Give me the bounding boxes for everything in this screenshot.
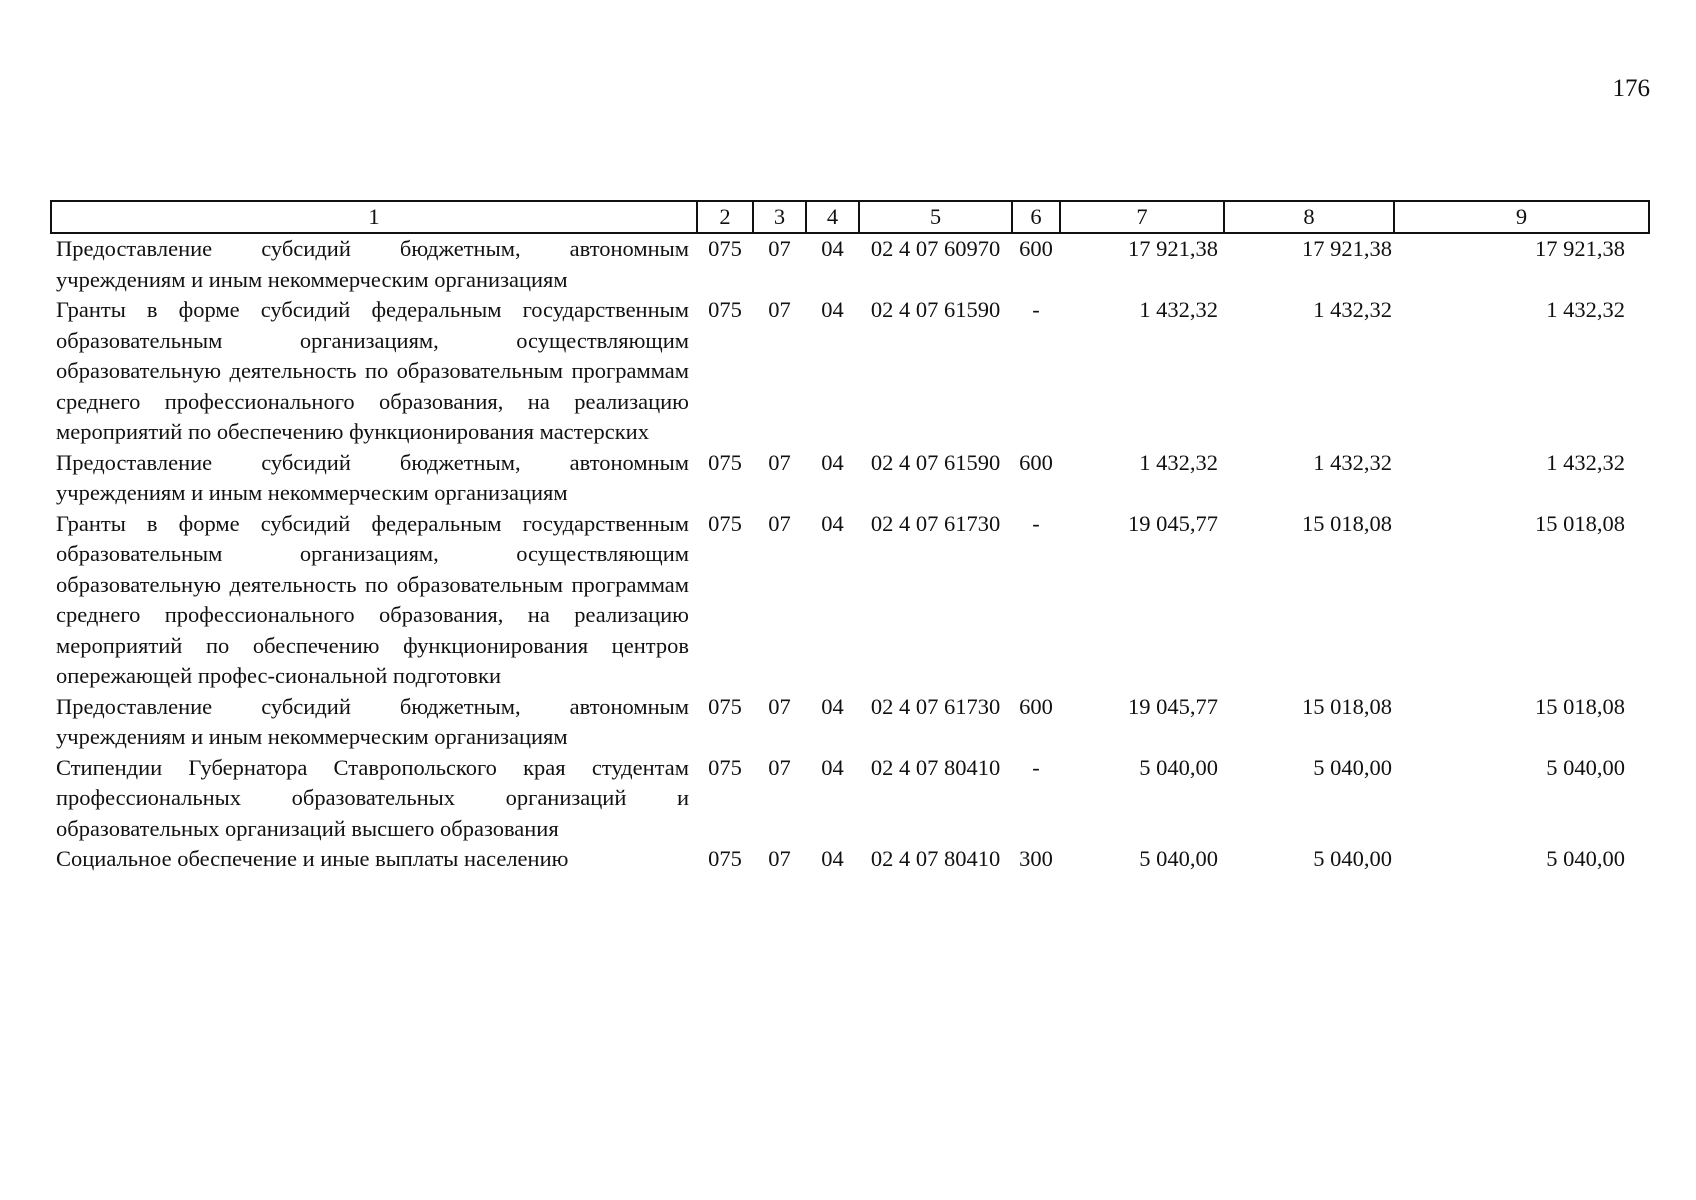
header-cell: 4 [806, 201, 859, 233]
row-section-code: 07 [768, 297, 791, 322]
row-target-article: 02 4 07 80410 [870, 754, 1001, 780]
row-expense-type: 600 [1019, 693, 1053, 719]
page-number: 176 [1612, 75, 1650, 102]
row-amount-col9: 1 432,32 [1546, 297, 1625, 322]
row-ministry-code: 075 [708, 754, 742, 780]
row-amount-col8: 15 018,08 [1302, 510, 1392, 536]
row-subsection-code: 04 [821, 754, 844, 780]
row-ministry-code: 075 [708, 236, 742, 261]
row-section-code: 07 [768, 846, 791, 871]
header-cell: 7 [1060, 201, 1224, 233]
row-subsection-code: 04 [821, 846, 844, 871]
header-cell: 5 [859, 201, 1012, 233]
header-cell: 3 [753, 201, 806, 233]
row-description: Предоставление субсидий бюджетным, автономным учреждениям и иным некоммерческим организациям [56, 693, 689, 749]
row-amount-col7: 17 921,38 [1128, 236, 1218, 261]
header-cell: 2 [697, 201, 753, 233]
header-cell: 9 [1394, 201, 1649, 233]
budget-table [50, 200, 1650, 875]
row-target-article: 02 4 07 61590 [870, 297, 1001, 322]
table-row [51, 233, 1649, 295]
row-subsection-code: 04 [821, 510, 844, 536]
row-amount-col7: 1 432,32 [1139, 297, 1218, 322]
row-amount-col7: 5 040,00 [1139, 846, 1218, 871]
row-target-article: 02 4 07 61730 [870, 510, 1001, 536]
row-amount-col9: 1 432,32 [1546, 449, 1625, 475]
row-amount-col8: 5 040,00 [1313, 846, 1392, 871]
row-ministry-code: 075 [708, 846, 742, 871]
row-subsection-code: 04 [821, 449, 844, 475]
header-cell: 1 [51, 201, 697, 233]
row-amount-col7: 1 432,32 [1139, 449, 1218, 475]
row-amount-col8: 5 040,00 [1313, 754, 1392, 780]
row-target-article: 02 4 07 80410 [870, 846, 1001, 871]
row-subsection-code: 04 [821, 693, 844, 719]
row-section-code: 07 [768, 693, 791, 719]
row-amount-col7: 5 040,00 [1139, 754, 1218, 780]
row-amount-col9: 15 018,08 [1535, 510, 1625, 536]
header-cell: 6 [1012, 201, 1060, 233]
table-row [51, 509, 1649, 692]
row-description: Предоставление субсидий бюджетным, автономным учреждениям и иным некоммерческим организациям [56, 236, 689, 292]
row-description: Социальное обеспечение и иные выплаты населению [56, 846, 569, 871]
table-row [51, 692, 1649, 753]
row-expense-type: 300 [1019, 846, 1053, 871]
row-subsection-code: 04 [821, 236, 844, 261]
table-row [51, 295, 1649, 448]
row-section-code: 07 [768, 236, 791, 261]
row-amount-col9: 15 018,08 [1535, 693, 1625, 719]
row-amount-col8: 17 921,38 [1302, 236, 1392, 261]
row-ministry-code: 075 [708, 449, 742, 475]
row-amount-col8: 1 432,32 [1313, 297, 1392, 322]
row-amount-col7: 19 045,77 [1128, 693, 1218, 719]
row-ministry-code: 075 [708, 510, 742, 536]
row-subsection-code: 04 [821, 297, 844, 322]
row-description: Стипендии Губернатора Ставропольского края студентам профессиональных образовательных организаций и образовательных организаций высшего образования [56, 754, 689, 841]
table-row [51, 844, 1649, 875]
row-expense-type: 600 [1019, 449, 1053, 475]
row-section-code: 07 [768, 754, 791, 780]
header-row [51, 201, 1649, 233]
row-section-code: 07 [768, 510, 791, 536]
row-ministry-code: 075 [708, 693, 742, 719]
row-expense-type: - [1032, 754, 1040, 780]
row-amount-col8: 15 018,08 [1302, 693, 1392, 719]
row-target-article: 02 4 07 61590 [870, 449, 1001, 475]
table-row [51, 753, 1649, 845]
row-amount-col9: 17 921,38 [1535, 236, 1625, 261]
row-ministry-code: 075 [708, 297, 742, 322]
row-section-code: 07 [768, 449, 791, 475]
row-description: Гранты в форме субсидий федеральным государственным образовательным организациям, осуществляющим образовательную деятельность по образовательным программам среднего профессионального образования, на реализацию мероприятий по обеспечению функционирования мастерских [56, 297, 689, 444]
table-row [51, 448, 1649, 509]
row-description: Гранты в форме субсидий федеральным государственным образовательным организациям, осуществляющим образовательную деятельность по образовательным программам среднего профессионального образования, на реализацию мероприятий по обеспечению функционирования центров опережающей профес-сиональной подготовки [56, 510, 689, 688]
row-amount-col9: 5 040,00 [1546, 846, 1625, 871]
row-amount-col9: 5 040,00 [1546, 754, 1625, 780]
row-expense-type: - [1032, 510, 1040, 536]
row-amount-col8: 1 432,32 [1313, 449, 1392, 475]
row-target-article: 02 4 07 60970 [870, 236, 1001, 261]
row-description: Предоставление субсидий бюджетным, автономным учреждениям и иным некоммерческим организациям [56, 449, 689, 505]
row-expense-type: - [1032, 297, 1040, 322]
header-cell: 8 [1224, 201, 1394, 233]
row-expense-type: 600 [1019, 236, 1053, 261]
row-amount-col7: 19 045,77 [1128, 510, 1218, 536]
row-target-article: 02 4 07 61730 [870, 693, 1001, 719]
